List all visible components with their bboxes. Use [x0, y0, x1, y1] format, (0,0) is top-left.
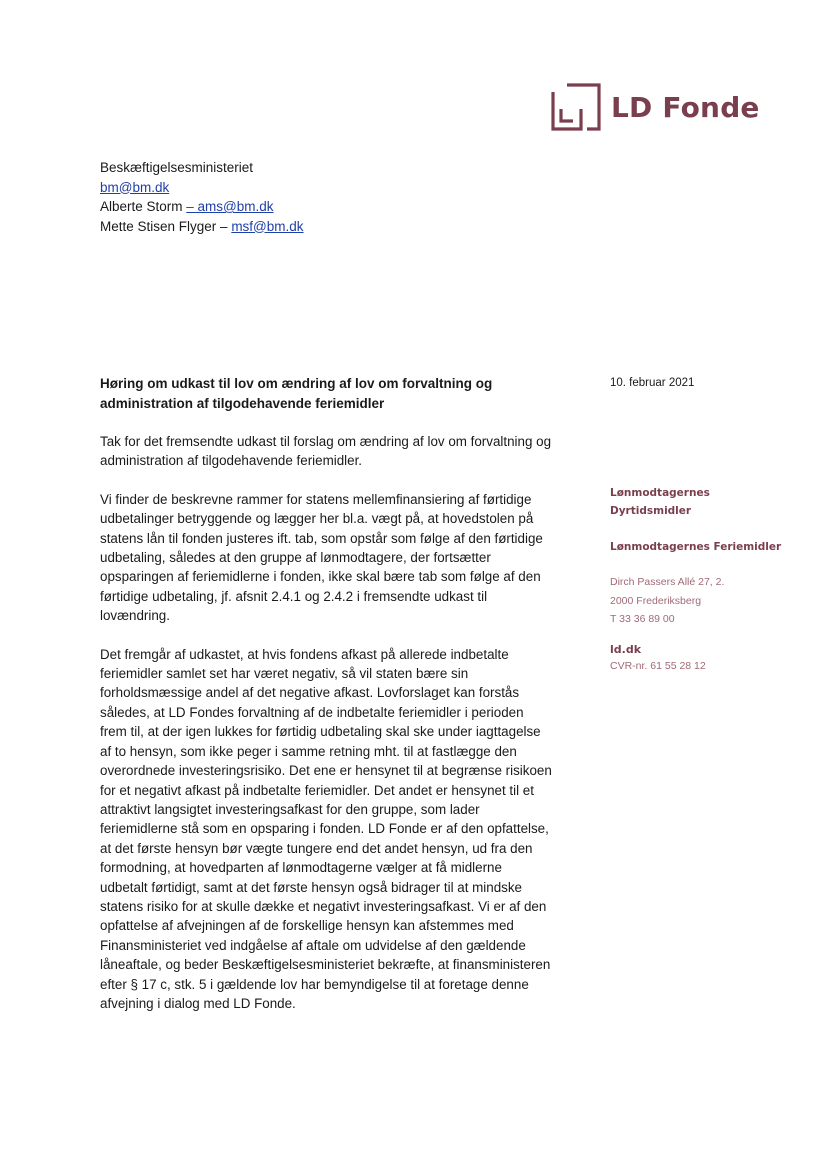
sidebar-org-dyrtidsmidler: Lønmodtagernes Dyrtidsmidler — [610, 487, 710, 517]
body-paragraph: Vi finder de beskrevne rammer for statens mellemfinansiering af førtidige udbetalinger betryggende og lægger her bl.a. vægt på, at hovedstolen på statens lån til fonden justeres ift. tab, som opstår som følge af den førtidige udbetaling, således at den gruppe af lønmodtagere, der fortsætter opsparingen af feriemidlerne i fonden, ikke skal bære tab som følge af den førtidige udbetaling, jf. afsnit 2.4.1 og 2.4.2 i fremsendte udkast til lovændring. — [100, 491, 543, 624]
sidebar-org-feriemidler: Lønmodtagernes Feriemidler — [610, 541, 782, 553]
logo-text: LD Fonde — [611, 90, 760, 124]
recipient-contact-2 — [100, 217, 304, 237]
sender-sidebar — [610, 484, 790, 674]
contact-2-name: Mette Stisen Flyger – — [100, 218, 232, 234]
contact-2-email-link[interactable]: msf@bm.dk — [231, 218, 304, 234]
ld-fonde-logo-mark-icon — [551, 83, 601, 131]
ld-fonde-logo — [551, 83, 760, 131]
body-paragraph: Det fremgår af udkastet, at hvis fondens afkast på allerede indbetalte feriemidler samlet set har været negativ, så vil staten bære sin forholdsmæssige andel af det negative afkast. Lovforslaget kan forstås således, at LD Fondes forvaltning af de indbetalte feriemidler i perioden frem til, at der igen lukkes for førtidig udbetaling skal ske under iagttagelse af to hensyn, som ikke peger i samme retning mht. til at fastlægge den overordnede investeringsrisiko. Det ene er hensynet til at begrænse risikoen for et negativt afkast på indbetalte feriemidler. Det andet er hensynet til et attraktivt langsigtet investeringsafkast for den gruppe, som lader feriemidlerne stå som en opsparing i fonden. LD Fonde er af den opfattelse, at det første hensyn bør vægte tungere end det andet hensyn, ud fra den formodning, at hovedparten af lønmodtagerne vælger at få midlerne udbetalt førtidigt, samt at det første hensyn også bidrager til at mindske statens risiko for at skulle dække et negativt investeringsafkast. Vi er af den opfattelse af afvejningen af de forskellige hensyn kan afstemmes med Finansministeriet ved indgåelse af aftale om udvidelse af den gældende låneaftale, og beder Beskæftigelsesministeriet bekræfte, at finansministeren efter § 17 c, stk. 5 i gældende lov har bemyndigelse til at foretage denne afvejning i dialog med LD Fonde. — [100, 646, 552, 1011]
website-link[interactable]: ld.dk — [610, 642, 642, 656]
address-street: Dirch Passers Allé 27, 2. — [610, 576, 725, 588]
contact-1-name: Alberte Storm — [100, 199, 187, 214]
recipient-contact-1 — [100, 197, 304, 217]
recipient-ministry: Beskæftigelsesministeriet — [100, 160, 254, 175]
ministry-email-link[interactable]: bm@bm.dk — [100, 179, 170, 195]
address-phone: T 33 36 89 00 — [610, 613, 675, 625]
cvr-number: CVR-nr. 61 55 28 12 — [610, 659, 706, 672]
recipient-block — [100, 158, 304, 236]
letter-subject: Høring om udkast til lov om ændring af lov om forvaltning og administration af tilgodehavende feriemidler — [100, 376, 493, 411]
sender-address — [610, 573, 790, 629]
contact-1-email-link[interactable]: – ams@bm.dk — [186, 199, 274, 214]
address-city: 2000 Frederiksberg — [610, 594, 702, 607]
letter-body — [100, 432, 552, 1032]
letter-date: 10. februar 2021 — [610, 377, 695, 389]
body-paragraph: Tak for det fremsendte udkast til forslag om ændring af lov om forvaltning og administration af tilgodehavende feriemidler. — [100, 434, 552, 469]
